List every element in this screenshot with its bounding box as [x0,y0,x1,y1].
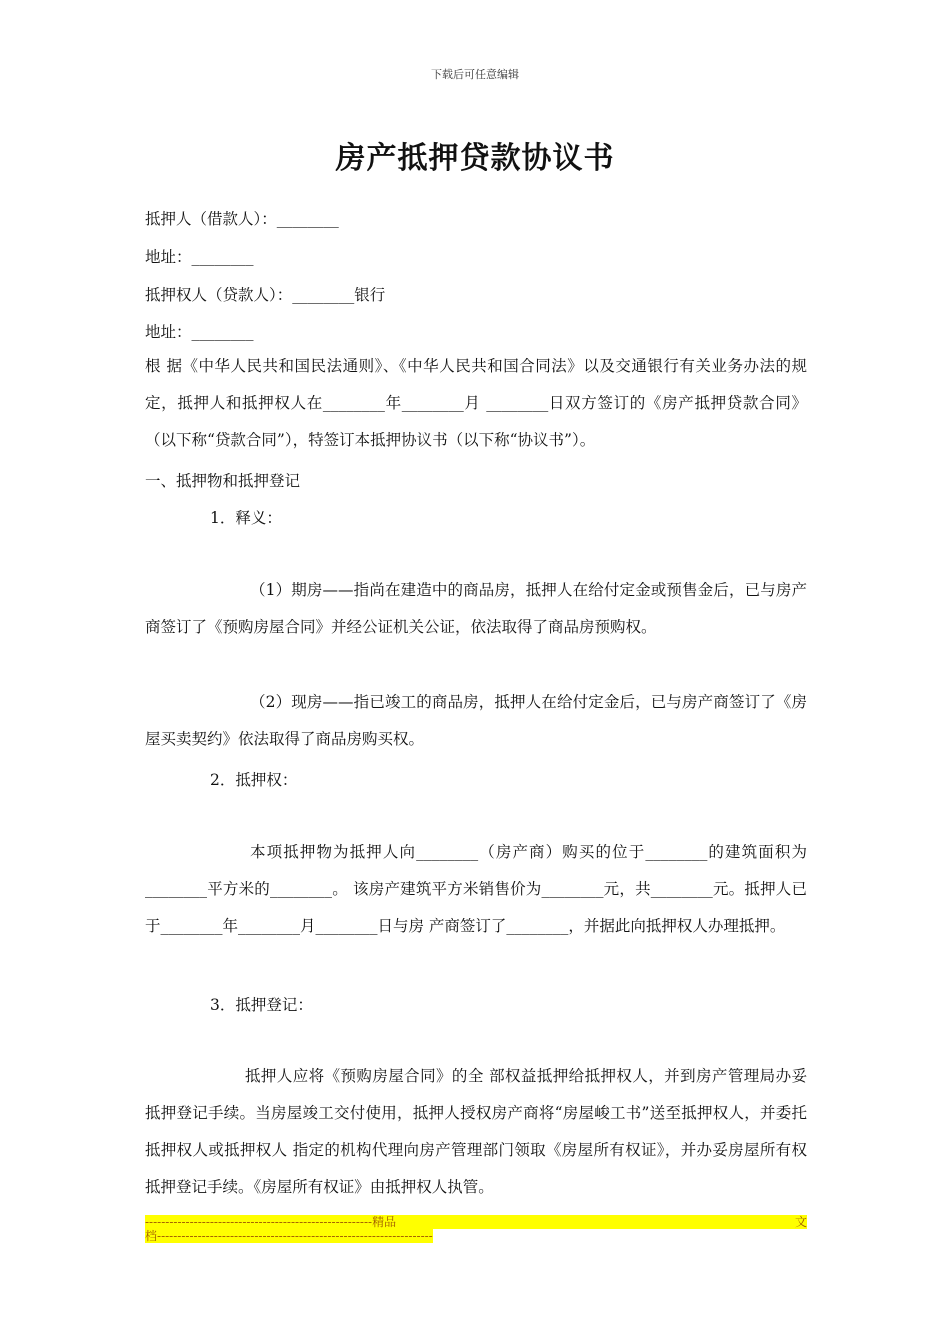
footer-word-4: 档 [145,1229,158,1243]
mortgage-right-paragraph: 本项抵押物为抵押人向________（房产商）购买的位于________的建筑面积为________平方米的________。 该房产建筑平方米销售价为________元，共________元。抵押人已于________年________月________日与房 产商签订了________，并据此向抵押权人办理抵押。 [145,843,807,935]
address-line-1: 地址：________ [145,248,254,266]
mortgagee-line: 抵押权人（贷款人）：________银行 [145,286,386,304]
intro-paragraph: 根 据《中华人民共和国民法通则》、《中华人民共和国合同法》以及交通银行有关业务办法的规定，抵押人和抵押权人在________年________月 ________日双方签订的《房产抵押贷款合同》（以下称“贷款合同”），特签订本抵押协议书（以下称“协议书”）。 [145,357,807,449]
footer-dashes-right: -------------------------------------------------------------------- [157,1229,433,1243]
definition-existing-house: （2）现房——指已竣工的商品房，抵押人在给付定金后，已与房产商签订了《房屋买卖契约》依法取得了商品房购买权。 [145,693,807,748]
footer-banner [145,1215,807,1243]
section1-heading: 一、抵押物和抵押登记 [145,472,301,490]
footer-dashes-left: -------------------------------------------------------- [145,1215,373,1229]
header-note: 下载后可任意编辑 [431,68,519,81]
registration-paragraph: 抵押人应将《预购房屋合同》的全 部权益抵押给抵押权人，并到房产管理局办妥抵押登记手续。当房屋竣工交付使用，抵押人授权房产商将“房屋峻工书”送至抵押权人，并委托抵押权人或抵押权人 指定的机构代理向房产管理部门领取《房屋所有权证》，并办妥房屋所有权抵押登记手续。《房屋所有权证》由抵押权人执管。 [145,1067,807,1196]
definition-futures-house: （1）期房——指尚在建造中的商品房，抵押人在给付定金或预售金后，已与房产商签订了《预购房屋合同》并经公证机关公证，依法取得了商品房预购权。 [145,581,807,636]
mortgagor-line: 抵押人（借款人）：________ [145,210,339,228]
footer-word-3: 文 [794,1215,807,1229]
item2-heading: 2．抵押权： [210,771,298,789]
footer-word-2: 品 [384,1215,397,1229]
document-title: 房产抵押贷款协议书 [335,141,615,176]
footer-word-1: 精 [372,1215,385,1229]
item1-heading: 1．释义： [210,509,282,527]
address-line-2: 地址：________ [145,323,254,341]
item3-heading: 3．抵押登记： [210,996,313,1014]
